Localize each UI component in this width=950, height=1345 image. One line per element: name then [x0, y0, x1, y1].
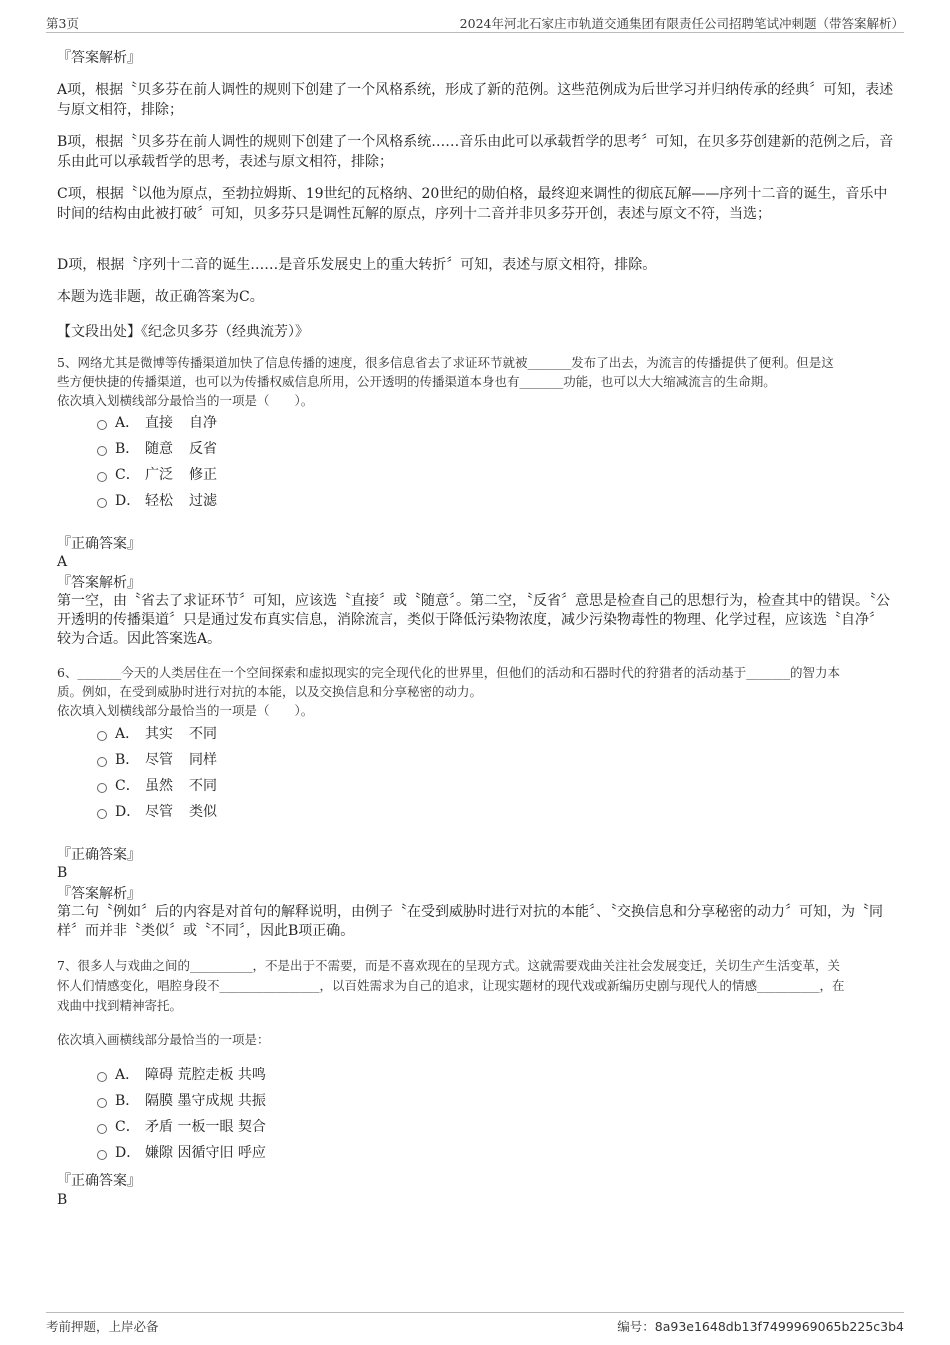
radio-icon[interactable] — [97, 420, 107, 430]
q5-option-a[interactable]: A． 直接 自净 — [97, 413, 217, 433]
question-5-text: 5、网络尤其是微博等传播渠道加快了信息传播的速度，很多信息省去了求证环节就被_______发布了出去，为流言的传播提供了便利。但是这 些方便快捷的传播渠道，也可以为传播权威信息所用，公开透明的传播渠道本身也有_______功能，也可以大大缩减流言的生命期。 依次填入划横线部分最恰当的一项是（ ）。 — [57, 355, 834, 408]
q5-option-c[interactable]: C． 广泛 修正 — [97, 465, 217, 485]
page-header — [46, 12, 904, 33]
radio-icon[interactable] — [97, 1150, 107, 1160]
footer-slogan: 考前押题，上岸必备 — [46, 1319, 159, 1334]
q5-analysis-label: 『答案解析』 — [57, 575, 141, 591]
q7-option-c[interactable]: C． 矛盾 一板一眼 契合 — [97, 1117, 266, 1137]
radio-icon[interactable] — [97, 498, 107, 508]
analysis-item-c: C项，根据〝以他为原点，至勃拉姆斯、19世纪的瓦格纳、20世纪的勋伯格，最终迎来调性的彻底瓦解——序列十二音的诞生，音乐中时间的结构由此被打破〞可知，贝多芬只是调性瓦解的原点，序列十二音并非贝多芬开创，表述与原文不符，当选； — [57, 186, 888, 222]
q6-option-c[interactable]: C． 虽然 不同 — [97, 776, 217, 796]
q5-option-b[interactable]: B． 随意 反省 — [97, 439, 217, 459]
q7-answer: B — [57, 1192, 68, 1208]
conclusion: 本题为选非题，故正确答案为C。 — [57, 289, 264, 305]
radio-icon[interactable] — [97, 783, 107, 793]
analysis-item-b: B项，根据〝贝多芬在前人调性的规则下创建了一个风格系统……音乐由此可以承载哲学的思考〞可知，在贝多芬创建新的范例之后，音乐由此可以承载哲学的思考，表述与原文相符，排除； — [57, 134, 894, 170]
q6-answer: B — [57, 865, 68, 881]
analysis-label: 『答案解析』 — [57, 50, 141, 66]
q6-option-b[interactable]: B． 尽管 同样 — [97, 750, 217, 770]
q6-answer-label: 『正确答案』 — [57, 847, 141, 863]
q5-answer: A — [57, 554, 68, 570]
radio-icon[interactable] — [97, 731, 107, 741]
q7-prompt: 依次填入画横线部分最恰当的一项是： — [57, 1032, 270, 1047]
q5-analysis: 第一空，由〝省去了求证环节〞可知，应该选〝直接〞或〝随意〞。第二空，〝反省〞意思是检查自己的思想行为，检查其中的错误。〝公开透明的传播渠道〞只是通过发布真实信息，消除流言，类似于降低污染物浓度，减少污染物毒性的物理、化学过程，应该选〝自净〞较为合适。因此答案选A。 — [57, 593, 890, 647]
document-title: 2024年河北石家庄市轨道交通集团有限责任公司招聘笔试冲刺题（带答案解析） — [459, 16, 904, 31]
q7-answer-label: 『正确答案』 — [57, 1173, 141, 1189]
q7-option-d[interactable]: D． 嫌隙 因循守旧 呼应 — [97, 1143, 266, 1163]
radio-icon[interactable] — [97, 809, 107, 819]
q7-option-b[interactable]: B． 隔膜 墨守成规 共振 — [97, 1091, 266, 1111]
page-number: 第3页 — [46, 16, 79, 31]
document-id: 编号：8a93e1648db13f7499969065b225c3b4 — [617, 1319, 904, 1334]
radio-icon[interactable] — [97, 1072, 107, 1082]
radio-icon[interactable] — [97, 1124, 107, 1134]
q5-answer-label: 『正确答案』 — [57, 536, 141, 552]
analysis-item-a: A项，根据〝贝多芬在前人调性的规则下创建了一个风格系统，形成了新的范例。这些范例成为后世学习并归纳传承的经典〞可知，表述与原文相符，排除； — [57, 82, 894, 118]
q6-option-d[interactable]: D． 尽管 类似 — [97, 802, 217, 822]
question-7-text: 7、很多人与戏曲之间的__________，不是出于不需要，而是不喜欢现在的呈现方式。这就需要戏曲关注社会发展变迁，关切生产生活变革，关 怀人们情感变化，唱腔身段不________________，以百姓需求为自己的追求，让现实题材的现代戏或新编历史剧与现代人的情感__________，在 戏曲中找到精神寄托。 — [57, 958, 845, 1013]
q6-option-a[interactable]: A． 其实 不同 — [97, 724, 217, 744]
page-footer — [46, 1312, 904, 1335]
q5-option-d[interactable]: D． 轻松 过滤 — [97, 491, 217, 511]
question-6-text: 6、_______今天的人类居住在一个空间探索和虚拟现实的完全现代化的世界里，但他们的活动和石器时代的狩猎者的活动基于_______的智力本 质。例如，在受到威胁时进行对抗的本能，以及交换信息和分享秘密的动力。 依次填入划横线部分最恰当的一项是（ ）。 — [57, 665, 840, 718]
source-citation: 【文段出处】《纪念贝多芬（经典流芳）》 — [57, 324, 309, 340]
analysis-item-d: D项，根据〝序列十二音的诞生……是音乐发展史上的重大转折〞可知，表述与原文相符，排除。 — [57, 257, 657, 273]
q6-analysis-label: 『答案解析』 — [57, 886, 141, 902]
radio-icon[interactable] — [97, 757, 107, 767]
radio-icon[interactable] — [97, 472, 107, 482]
q7-option-a[interactable]: A． 障碍 荒腔走板 共鸣 — [97, 1065, 266, 1085]
q6-analysis: 第二句〝例如〞后的内容是对首句的解释说明，由例子〝在受到威胁时进行对抗的本能〞、〝交换信息和分享秘密的动力〞可知，为〝同样〞而并非〝类似〞或〝不同〞，因此B项正确。 — [57, 904, 883, 939]
radio-icon[interactable] — [97, 446, 107, 456]
radio-icon[interactable] — [97, 1098, 107, 1108]
